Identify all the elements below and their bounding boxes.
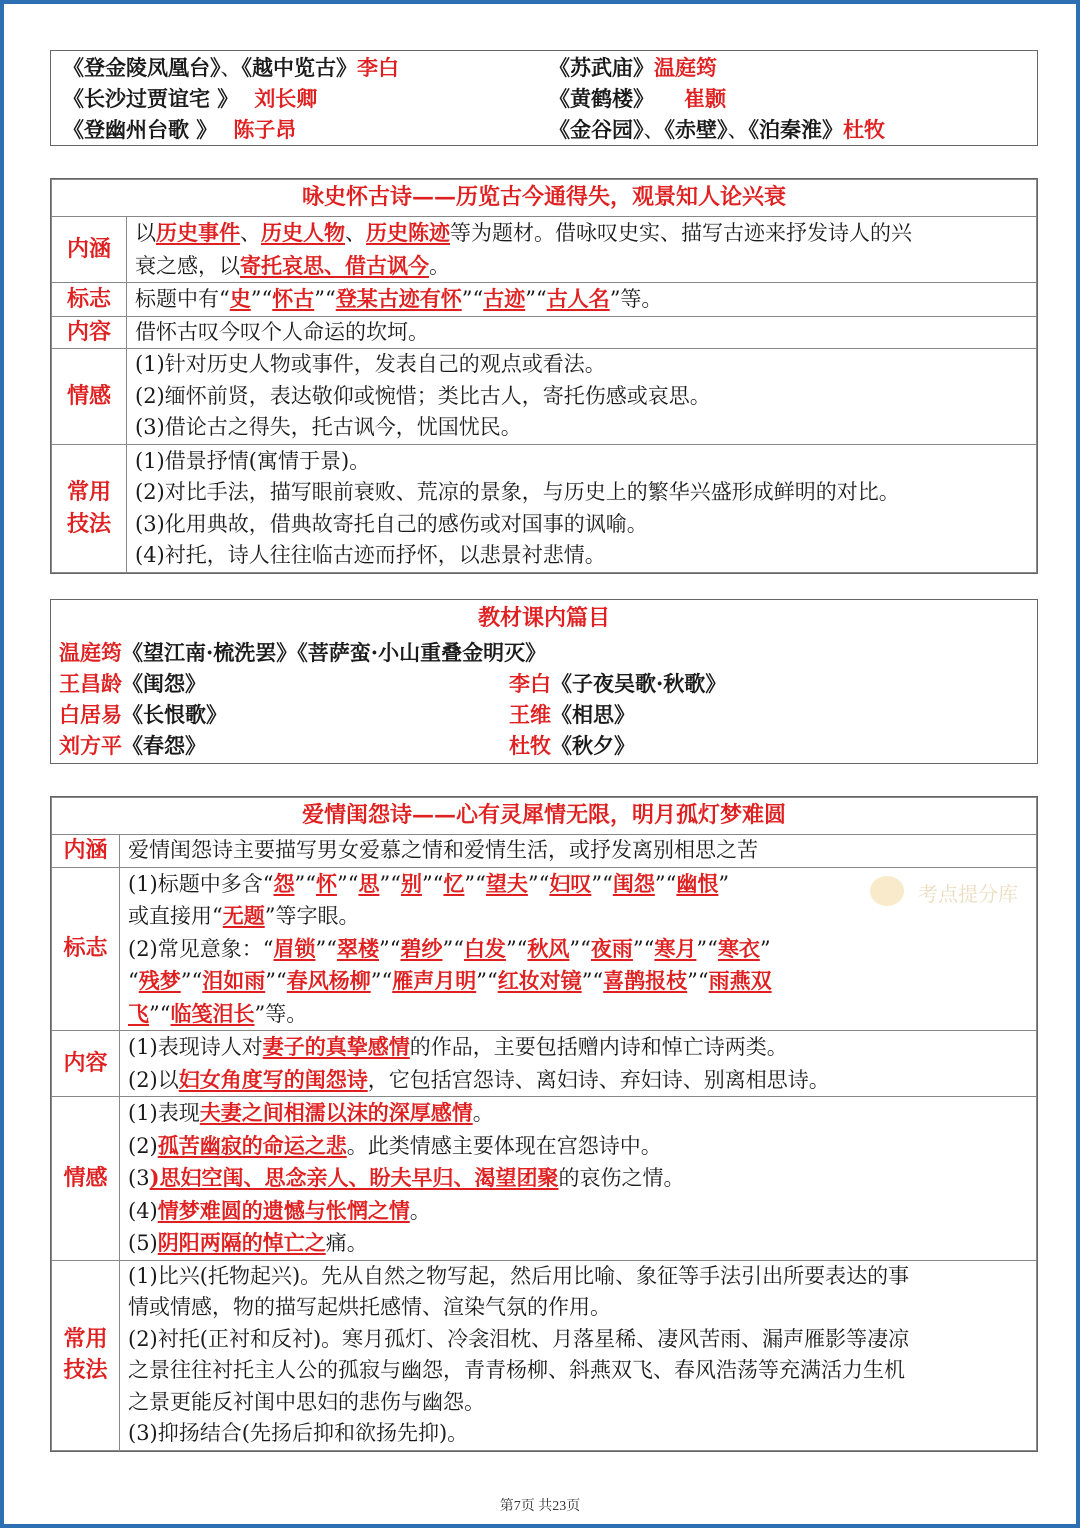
row-label-biaozhi: 标志: [52, 867, 120, 1031]
huaigu-poetry-table: [50, 178, 1038, 574]
poem-list-right-row3: 《金谷园》、《赤壁》、《泊秦淮》杜牧: [549, 117, 885, 142]
watermark-flower-icon: [870, 876, 904, 906]
textbook-row4-right: 杜牧《秋夕》: [509, 733, 635, 758]
row-label-neihan: 内涵: [52, 217, 127, 283]
textbook-poems-box: [50, 599, 1038, 764]
row-content-jifa: (1)比兴(托物起兴)。先从自然之物写起，然后用比喻、象征等手法引出所要表达的事 情或情感，物的描写起烘托感情、渲染气氛的作用。 (2)衬托(正衬和反衬)。寒月孤灯、冷衾泪枕、月落星稀、凄风苦雨、漏声雁影等凄凉 之景往往衬托主人公的孤寂与幽怨，青青杨柳、斜燕双飞、春风浩荡等充满活力生机 之景更能反衬闺中思妇的悲伤与幽怨。 (3)抑扬结合(先扬后抑和欲扬先抑)。: [120, 1260, 1037, 1450]
row-label-qinggan: 情感: [52, 1097, 120, 1261]
poem-list-right-row1: 《苏武庙》温庭筠: [549, 55, 717, 80]
row-content-neihan: 以历史事件、历史人物、历史陈迹等为题材。借咏叹史实、描写古迹来抒发诗人的兴 衰之感，以寄托哀思、借古讽今。: [127, 217, 1037, 283]
section-title: 咏史怀古诗——历览古今通得失，观景知人论兴衰: [52, 180, 1037, 217]
poem-list-left-row1: 《登金陵凤凰台》、《越中览古》李白: [63, 55, 399, 80]
section-title: 爱情闺怨诗——心有灵犀情无限，明月孤灯梦难圆: [52, 798, 1037, 835]
textbook-row3-right: 王维《相思》: [509, 702, 635, 727]
biaozhi-line-2: 或直接用“无题”等字眼。: [128, 903, 360, 928]
row-label-biaozhi: 标志: [52, 283, 127, 317]
row-content-neirong: 借怀古叹今叹个人命运的坎坷。: [127, 316, 1037, 349]
row-content-qinggan: (1)表现夫妻之间相濡以沫的深厚感情。 (2)孤苦幽寂的命运之悲。此类情感主要体现在宫怨诗中。 (3)思妇空闺、思念亲人、盼夫早归、渴望团聚的哀伤之情。 (4)情梦难圆的遗憾与怅惘之情。 (5)阴阳两隔的悼亡之痛。: [120, 1097, 1037, 1261]
textbook-title: 教材课内篇目: [477, 605, 610, 631]
row-content-neihan: 爱情闺怨诗主要描写男女爱慕之情和爱情生活，或抒发离别相思之苦: [120, 835, 1037, 868]
biaozhi-line-5: 飞”“临笺泪长”等。: [128, 1000, 308, 1026]
row-label-neirong: 内容: [52, 1031, 120, 1097]
poem-list-right-row2: 《黄鹤楼》 崔颢: [549, 86, 726, 111]
biaozhi-line-1: (1)标题中多含“怨”“怀”“思”“别”“忆”“望夫”“妇叹”“闺怨”“幽恨”: [128, 870, 730, 896]
watermark-logo: 考点提分库: [870, 872, 1040, 912]
row-label-neihan: 内涵: [52, 835, 120, 868]
textbook-row1: 温庭筠《望江南·梳洗罢》《菩萨蛮·小山重叠金明灭》: [59, 640, 547, 665]
row-label-jifa: 常用 技法: [52, 1260, 120, 1450]
textbook-row2-right: 李白《子夜吴歌·秋歌》: [509, 671, 727, 696]
textbook-row4-left: 刘方平《春怨》: [59, 733, 206, 758]
poem-list-left-row3: 《登幽州台歌 》 陈子昂: [63, 117, 297, 142]
textbook-row3-left: 白居易《长恨歌》: [59, 702, 227, 727]
biaozhi-line-4: “残梦”“泪如雨”“春风杨柳”“雁声月明”“红妆对镜”“喜鹊报枝”“雨燕双: [128, 968, 772, 993]
row-content-neirong: (1)表现诗人对妻子的真挚感情的作品，主要包括赠内诗和悼亡诗两类。 (2)以妇女角度写的闺怨诗，它包括宫怨诗、离妇诗、弃妇诗、别离相思诗。: [120, 1031, 1037, 1097]
biaozhi-line-3: (2)常见意象：“眉锁”“翠楼”“碧纱”“白发”“秋风”“夜雨”“寒月”“寒衣”: [128, 935, 771, 961]
row-label-neirong: 内容: [52, 316, 127, 349]
textbook-row2-left: 王昌龄《闺怨》: [59, 671, 206, 696]
poem-list-left-row2: 《长沙过贾谊宅 》 刘长卿: [63, 86, 318, 111]
poem-list-box: [50, 50, 1038, 146]
row-label-qinggan: 情感: [52, 349, 127, 445]
row-content-jifa: (1)借景抒情(寓情于景)。 (2)对比手法，描写眼前衰败、荒凉的景象，与历史上的繁华兴盛形成鲜明的对比。 (3)化用典故，借典故寄托自己的感伤或对国事的讽喻。 (4)衬托，诗人往往临古迹而抒怀，以悲景衬悲情。: [127, 445, 1037, 573]
row-content-qinggan: (1)针对历史人物或事件，发表自己的观点或看法。 (2)缅怀前贤，表达敬仰或惋惜；类比古人，寄托伤感或哀思。 (3)借论古之得失，托古讽今，忧国忧民。: [127, 349, 1037, 445]
page-footer: 第7页 共23页: [499, 1499, 581, 1514]
row-content-biaozhi: 标题中有“史”“怀古”“登某古迹有怀”“古迹”“古人名”等。: [127, 283, 1037, 317]
row-label-jifa: 常用 技法: [52, 445, 127, 573]
